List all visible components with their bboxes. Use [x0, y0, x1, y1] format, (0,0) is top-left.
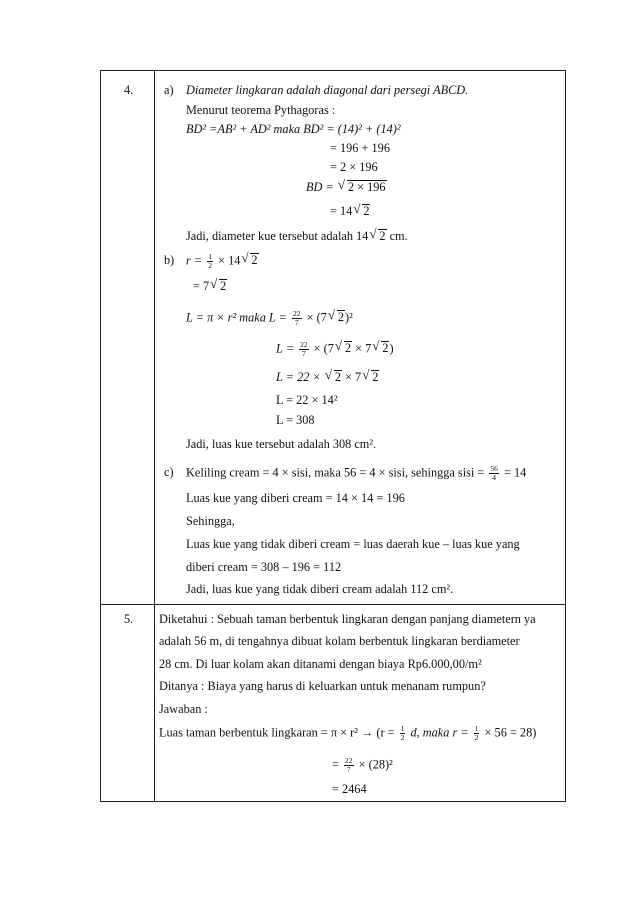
answer-table [100, 70, 566, 802]
question-line: Ditanya : Biaya yang harus di keluarkan untuk menanam rumpun? [159, 679, 486, 693]
part-a-label: a) [164, 83, 174, 97]
part-a-line-5: = 2 × 196 [330, 160, 378, 174]
part-c-line-1: Keliling cream = 4 × sisi, maka 56 = 4 × sisi, sehingga sisi = $\frac{56}{4}$ = 14 [186, 464, 527, 482]
part-a-line-3: BD² =AB² + AD² maka BD² = (14)² + (14)² [186, 122, 401, 136]
given-line-2: adalah 56 m, di tengahnya dibuat kolam berbentuk lingkaran berdiameter [159, 634, 520, 648]
part-b-line-5: L = 22 × √ 2 × 7 √ 2 [276, 367, 379, 384]
part-a-line-6: BD = √ 2 × 196 [306, 177, 386, 194]
part-c-line-3: Sehingga, [186, 514, 235, 528]
given-line-3: 28 cm. Di luar kolam akan ditanami dengan biaya Rp6.000,00/m² [159, 657, 482, 671]
part-b-label: b) [164, 253, 175, 267]
part-a-line-4: = 196 + 196 [330, 141, 390, 155]
part-b-conclusion: Jadi, luas kue tersebut adalah 308 cm². [186, 437, 377, 451]
part-b-line-6: L = 22 × 14² [276, 393, 338, 407]
part-b-line-3: L = π × r² maka L = $\frac{22}{7}$ × (7 √ 2)² [186, 307, 353, 327]
part-b-line-4: L = $\frac{22}{7}$ × (7 √ 2 × 7 √ 2) [276, 338, 394, 358]
part-c-label: c) [164, 465, 174, 479]
part-a-line-1: Diameter lingkaran adalah diagonal dari persegi ABCD. [186, 83, 469, 97]
part-b-line-7: L = 308 [276, 413, 315, 427]
given-line-1: Diketahui : Sebuah taman berbentuk lingkaran dengan panjang diametern ya [159, 612, 536, 626]
answer-line-1: Luas taman berbentuk lingkaran = π × r² → (r = $\frac{1}{2}$ d, maka r = $\frac{1}{2}$ × 56 = 28) [159, 724, 537, 742]
part-c-line-4: Luas kue yang tidak diberi cream = luas daerah kue – luas kue yang [186, 537, 520, 551]
row-divider [101, 604, 565, 605]
part-c-line-5: diberi cream = 308 – 196 = 112 [186, 560, 342, 574]
column-divider [154, 71, 155, 801]
part-a-line-2: Menurut teorema Pythagoras : [186, 103, 336, 117]
row-number: 5. [124, 612, 134, 626]
answer-label: Jawaban : [159, 702, 208, 716]
part-b-line-1: r = $\frac{1}{2}$ × 14 √ 2 [186, 250, 258, 270]
part-c-conclusion: Jadi, luas kue yang tidak diberi cream adalah 112 cm². [186, 582, 454, 596]
part-a-conclusion: Jadi, diameter kue tersebut adalah 14 √ 2 cm. [186, 226, 408, 243]
part-c-line-2: Luas kue yang diberi cream = 14 × 14 = 196 [186, 491, 405, 505]
row-number: 4. [124, 83, 134, 97]
part-b-line-2: = 7 √ 2 [193, 276, 227, 293]
answer-line-2: = $\frac{22}{7}$ × (28)² [332, 756, 393, 774]
part-a-line-7: = 14 √ 2 [330, 201, 370, 218]
answer-line-3: = 2464 [332, 782, 367, 796]
